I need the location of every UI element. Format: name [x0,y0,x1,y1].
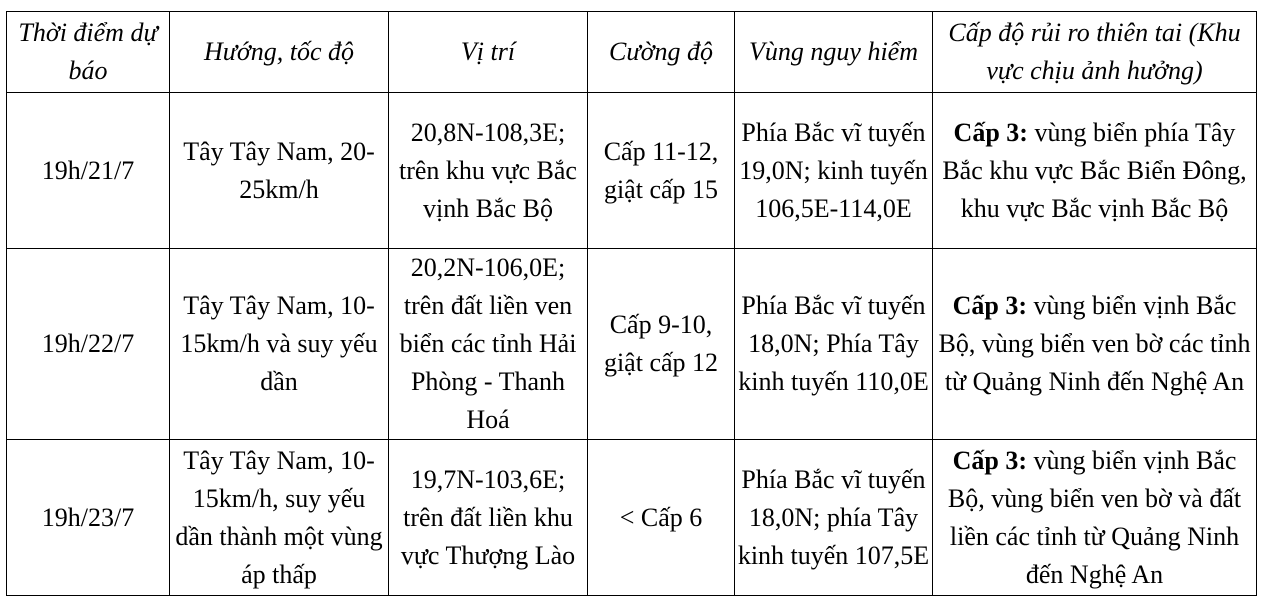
table-row [7,440,1257,596]
cell-intensity: < Cấp 6 [588,440,735,596]
risk-area-text: vùng biển phía Tây Bắc khu vực Bắc Biển Đông, khu vực Bắc vịnh Bắc Bộ [942,117,1247,223]
cell-position: 19,7N-103,6E; trên đất liền khu vực Thượng Lào [389,440,588,596]
header-position: Vị trí [389,12,588,93]
cell-danger-zone: Phía Bắc vĩ tuyến 18,0N; phía Tây kinh tuyến 107,5E [735,440,933,596]
header-risk-level: Cấp độ rủi ro thiên tai (Khu vực chịu ảnh hưởng) [933,12,1257,93]
risk-level-label: Cấp 3: [952,445,1027,475]
cell-time: 19h/22/7 [7,249,170,440]
cell-position: 20,2N-106,0E; trên đất liền ven biển các tỉnh Hải Phòng - Thanh Hoá [389,249,588,440]
cell-time: 19h/23/7 [7,440,170,596]
cell-direction: Tây Tây Nam, 20-25km/h [170,93,389,249]
risk-area-text: vùng biển vịnh Bắc Bộ, vùng biển ven bờ và đất liền các tỉnh từ Quảng Ninh đến Nghệ An [947,445,1242,589]
header-danger-zone: Vùng nguy hiểm [735,12,933,93]
risk-level-label: Cấp 3: [953,117,1028,147]
table-row [7,93,1257,249]
cell-risk [933,440,1257,596]
forecast-table [6,11,1257,596]
cell-time: 19h/21/7 [7,93,170,249]
risk-area-text: vùng biển vịnh Bắc Bộ, vùng biển ven bờ các tỉnh từ Quảng Ninh đến Nghệ An [938,291,1251,396]
header-row [7,12,1257,93]
cell-risk [933,93,1257,249]
cell-danger-zone: Phía Bắc vĩ tuyến 18,0N; Phía Tây kinh tuyến 110,0E [735,249,933,440]
cell-intensity: Cấp 9-10, giật cấp 12 [588,249,735,440]
cell-direction: Tây Tây Nam, 10-15km/h, suy yếu dần thành một vùng áp thấp [170,440,389,596]
cell-risk [933,249,1257,440]
cell-danger-zone: Phía Bắc vĩ tuyến 19,0N; kinh tuyến 106,5E-114,0E [735,93,933,249]
header-intensity: Cường độ [588,12,735,93]
table-row [7,249,1257,440]
cell-direction: Tây Tây Nam, 10-15km/h và suy yếu dần [170,249,389,440]
cell-intensity: Cấp 11-12, giật cấp 15 [588,93,735,249]
header-direction: Hướng, tốc độ [170,12,389,93]
header-time: Thời điểm dự báo [7,12,170,93]
cell-position: 20,8N-108,3E; trên khu vực Bắc vịnh Bắc Bộ [389,93,588,249]
risk-level-label: Cấp 3: [952,291,1027,320]
